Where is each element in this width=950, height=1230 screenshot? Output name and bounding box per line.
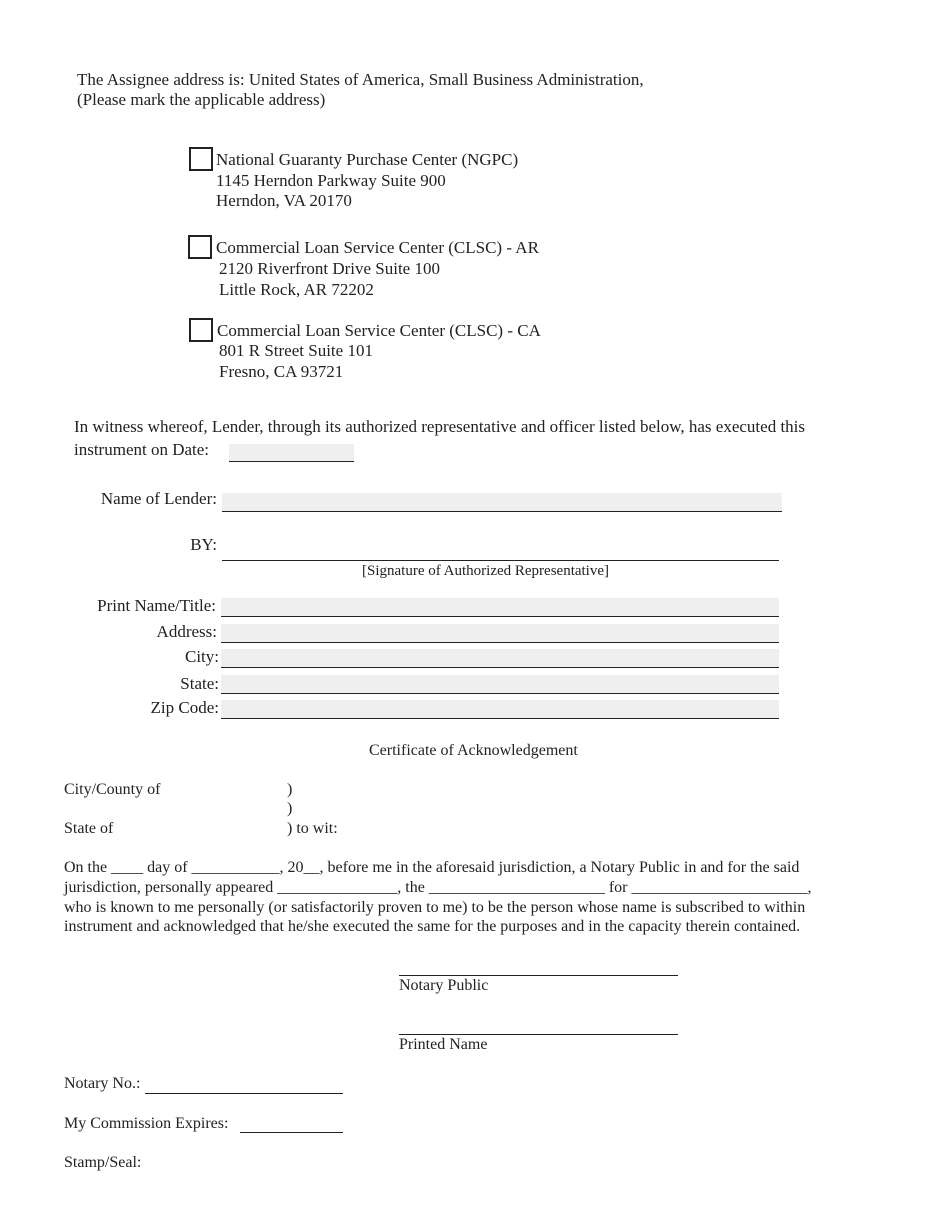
witness-text: In witness whereof, Lender, through its authorized representative and officer listed below, has executed this <box>74 417 806 436</box>
print-name-title-label: Print Name/Title: <box>97 596 216 615</box>
assignee-intro: The Assignee address is: United States of America, Small Business Administration, <box>77 70 644 89</box>
printed-name-line[interactable] <box>399 1034 678 1035</box>
signature-caption: [Signature of Authorized Representative] <box>362 563 610 579</box>
notary-public-signature-line[interactable] <box>399 975 678 976</box>
clsc-ar-checkbox[interactable] <box>188 235 212 259</box>
clsc-ca-city: Fresno, CA 93721 <box>219 362 344 381</box>
by-label: BY: <box>190 535 217 554</box>
name-of-lender-field[interactable] <box>222 493 782 512</box>
ack-paragraph-line-1: On the ____ day of ___________, 20__, before me in the aforesaid jurisdiction, a Notary Public in and for the said <box>64 859 800 876</box>
ack-paragraph-line-4: instrument and acknowledged that he/she executed the same for the purposes and in the capacity therein contained. <box>64 918 801 935</box>
zip-code-field[interactable] <box>221 700 779 719</box>
ngpc-checkbox[interactable] <box>189 147 213 171</box>
signature-line[interactable] <box>222 560 779 561</box>
assignee-instruction: (Please mark the applicable address) <box>77 90 326 109</box>
print-name-title-field[interactable] <box>221 598 779 617</box>
address-label: Address: <box>156 622 217 641</box>
paren-1: ) <box>287 781 293 798</box>
ack-paragraph-line-2: jurisdiction, personally appeared _______________, the ______________________ for ______________________, <box>64 879 812 896</box>
ngpc-city: Herndon, VA 20170 <box>216 191 352 210</box>
printed-name-label: Printed Name <box>399 1036 488 1053</box>
commission-expires-label: My Commission Expires: <box>64 1115 229 1132</box>
clsc-ca-name: Commercial Loan Service Center (CLSC) - CA <box>217 321 541 340</box>
date-field[interactable] <box>229 444 354 462</box>
stamp-seal-label: Stamp/Seal: <box>64 1154 142 1171</box>
zip-code-label: Zip Code: <box>150 698 219 717</box>
state-of-label: State of <box>64 820 114 837</box>
ack-paragraph-line-3: who is known to me personally (or satisfactorily proven to me) to be the person whose name is subscribed to within <box>64 899 806 916</box>
ngpc-name: National Guaranty Purchase Center (NGPC) <box>216 150 519 169</box>
commission-expires-line[interactable] <box>240 1132 343 1133</box>
address-field[interactable] <box>221 624 779 643</box>
state-label: State: <box>180 674 219 693</box>
paren-2: ) <box>287 800 293 817</box>
witness-date-label: instrument on Date: <box>74 440 210 459</box>
notary-no-line[interactable] <box>145 1093 343 1094</box>
clsc-ca-checkbox[interactable] <box>189 318 213 342</box>
ngpc-street: 1145 Herndon Parkway Suite 900 <box>216 171 446 190</box>
name-of-lender-label: Name of Lender: <box>100 489 217 508</box>
to-wit-label: ) to wit: <box>287 820 338 837</box>
city-label: City: <box>184 647 219 666</box>
clsc-ar-city: Little Rock, AR 72202 <box>219 280 374 299</box>
clsc-ar-street: 2120 Riverfront Drive Suite 100 <box>219 259 440 278</box>
notary-no-label: Notary No.: <box>64 1075 141 1092</box>
clsc-ar-name: Commercial Loan Service Center (CLSC) - AR <box>216 238 539 257</box>
state-field[interactable] <box>221 675 779 694</box>
city-field[interactable] <box>221 649 779 668</box>
certificate-title: Certificate of Acknowledgement <box>369 742 578 759</box>
notary-public-label: Notary Public <box>399 977 489 994</box>
city-county-label: City/County of <box>64 781 161 798</box>
clsc-ca-street: 801 R Street Suite 101 <box>219 341 373 360</box>
